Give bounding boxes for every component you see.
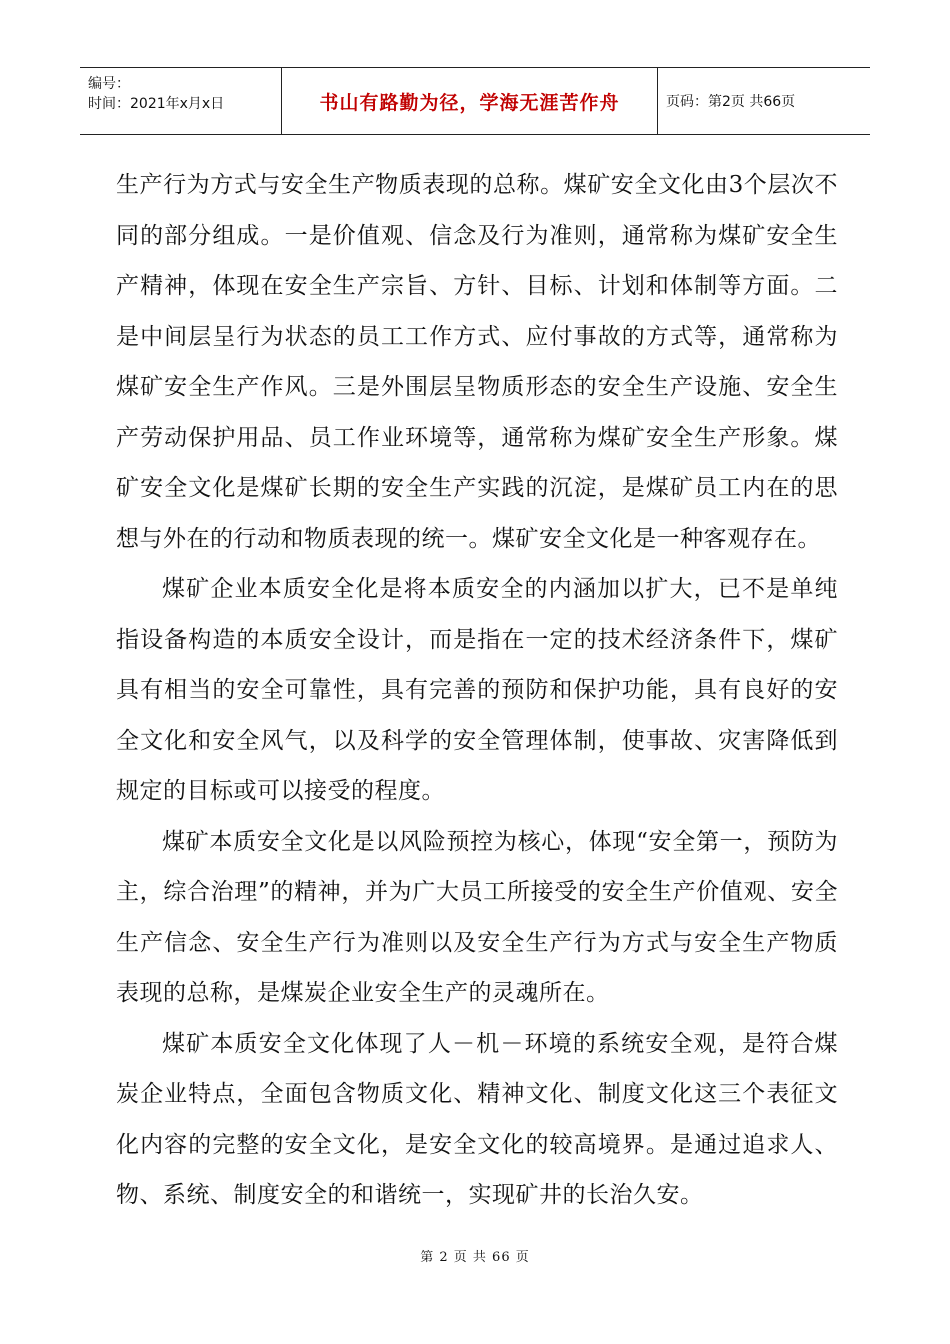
- number-label: 编号：: [88, 76, 130, 92]
- header-meta: [80, 68, 282, 134]
- paragraph-2: 煤矿企业本质安全化是将本质安全的内涵加以扩大，已不是单纯指设备构造的本质安全设计，而是指在一定的技术经济条件下，煤矿具有相当的安全可靠性，具有完善的预防和保护功能，具有良好的安全文化和安全风气，以及科学的安全管理体制，使事故、灾害降低到规定的目标或可以接受的程度。: [116, 576, 838, 804]
- page-info: 页码：第2页 共66页: [666, 94, 796, 110]
- paragraph-4: 煤矿本质安全文化体现了人－机－环境的系统安全观，是符合煤炭企业特点，全面包含物质文化、精神文化、制度文化这三个表征文化内容的完整的安全文化，是安全文化的较高境界。是通过追求人、物、系统、制度安全的和谐统一，实现矿井的长治久安。: [116, 1030, 838, 1208]
- footer-page-number: 第 2 页 共 66 页: [420, 1250, 530, 1265]
- page-footer: [0, 1246, 950, 1265]
- time-label: 时间：2021年x月x日: [88, 96, 225, 112]
- motto: 书山有路勤为径，学海无涯苦作舟: [319, 91, 620, 114]
- header-motto-cell: [282, 68, 658, 134]
- header-page-info-cell: [658, 68, 870, 134]
- document-body: [116, 160, 838, 1221]
- page-header: [80, 67, 870, 135]
- paragraph-1: 生产行为方式与安全生产物质表现的总称。煤矿安全文化由3个层次不同的部分组成。一是价值观、信念及行为准则，通常称为煤矿安全生产精神，体现在安全生产宗旨、方针、目标、计划和体制等方面。二是中间层呈行为状态的员工工作方式、应付事故的方式等，通常称为煤矿安全生产作风。三是外围层呈物质形态的安全生产设施、安全生产劳动保护用品、员工作业环境等，通常称为煤矿安全生产形象。煤矿安全文化是煤矿长期的安全生产实践的沉淀，是煤矿员工内在的思想与外在的行动和物质表现的统一。煤矿安全文化是一种客观存在。: [116, 172, 838, 552]
- paragraph-3: 煤矿本质安全文化是以风险预控为核心，体现“安全第一，预防为主，综合治理”的精神，并为广大员工所接受的安全生产价值观、安全生产信念、安全生产行为准则以及安全生产行为方式与安全生产物质表现的总称，是煤炭企业安全生产的灵魂所在。: [116, 828, 838, 1006]
